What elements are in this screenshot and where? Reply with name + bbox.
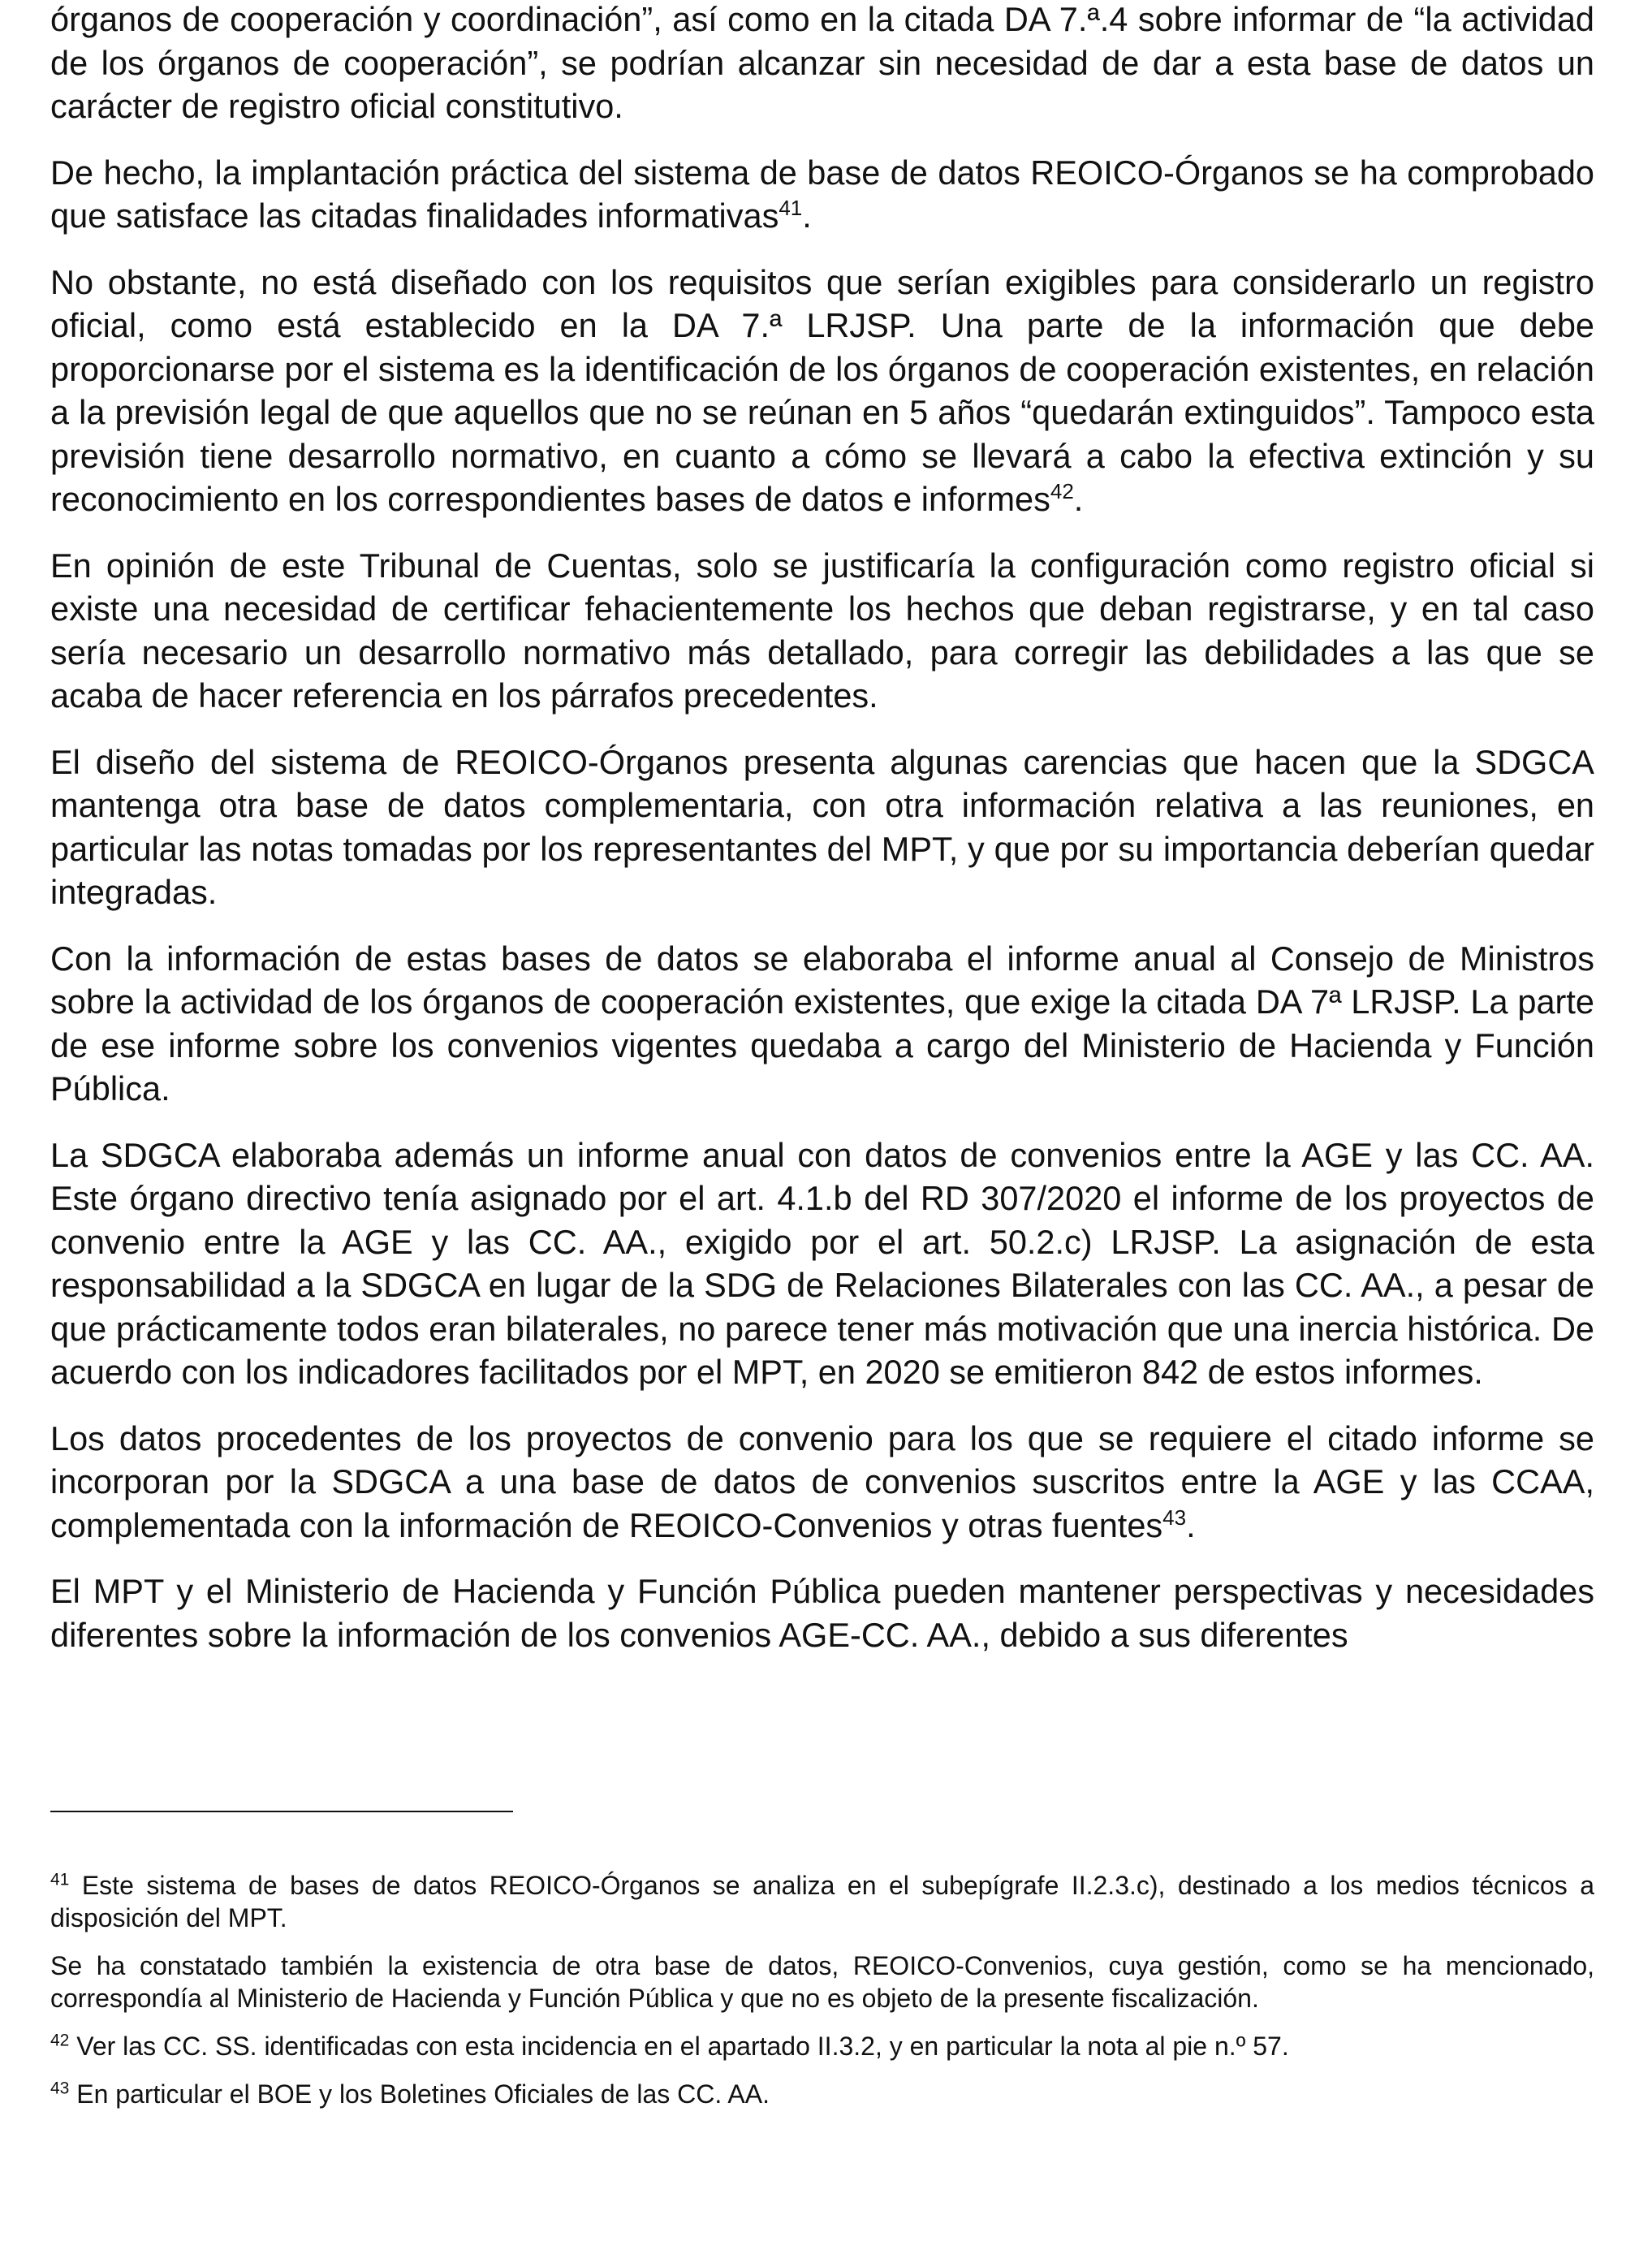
paragraph-9: El MPT y el Ministerio de Hacienda y Función Pública pueden mantener perspectivas y necesidades diferentes sobre la información de los convenios AGE-CC. AA., debido a sus diferentes [50,1572,1594,1654]
footnote-mark: 43 [50,2079,70,2098]
paragraph-2: De hecho, la implantación práctica del sistema de base de datos REOICO-Órganos se ha comprobado que satisface las citadas finalidades informativas$^{41}$. [50,153,1594,235]
footnote-41: $^{41}$ Este sistema de bases de datos REOICO-Órganos se analiza en el subepígrafe II.2.3.c), destinado a los medios técnicos a disposición del MPT. [50,1870,1595,1932]
paragraph-7: La SDGCA elaboraba además un informe anual con datos de convenios entre la AGE y las CC. AA. Este órgano directivo tenía asignado por el art. 4.1.b del RD 307/2020 el informe de los proyectos de convenio entre la AGE y las CC. AA., exigido por el art. 50.2.c) LRJSP. La asignación de esta responsabilidad a la SDGCA en lugar de la SDG de Relaciones Bilaterales con las CC. AA., a pesar de que prácticamente todos eran bilaterales, no parece tener más motivación que una inercia histórica. De acuerdo con los indicadores facilitados por el MPT, en 2020 se emitieron 842 de estos informes. [50,1135,1594,1391]
footnote-ref-41[interactable]: 41 [779,196,803,221]
footnote-separator [50,1811,513,1812]
paragraph-6: Con la información de estas bases de datos se elaboraba el informe anual al Consejo de Ministros sobre la actividad de los órganos de cooperación existentes, que exige la citada DA 7ª LRJSP. La parte de ese informe sobre los convenios vigentes quedaba a cargo del Ministerio de Hacienda y Función Pública. [50,939,1594,1108]
document-body [50,0,1594,1679]
paragraph-3: No obstante, no está diseñado con los requisitos que serían exigibles para considerarlo un registro oficial, como está establecido en la DA 7.ª LRJSP. Una parte de la información que debe proporcionarse por el sistema es la identificación de los órganos de cooperación existentes, en relación a la previsión legal de que aquellos que no se reúnan en 5 años “quedarán extinguidos”. Tampoco esta previsión tiene desarrollo normativo, en cuanto a cómo se llevará a cabo la efectiva extinción y su reconocimiento en los correspondientes bases de datos e informes$^{42}$. [50,262,1594,518]
footnote-42: $^{42}$ Ver las CC. SS. identificadas con esta incidencia en el apartado II.3.2, y en particular la nota al pie n.º 57. [50,2031,1289,2061]
footnotes-section [50,1811,1594,2126]
footnote-43: $^{43}$ En particular el BOE y los Boletines Oficiales de las CC. AA. [50,2079,770,2109]
footnote-ref-42[interactable]: 42 [1050,479,1074,504]
paragraph-1: órganos de cooperación y coordinación”, así como en la citada DA 7.ª.4 sobre informar de “la actividad de los órganos de cooperación”, se podrían alcanzar sin necesidad de dar a esta base de datos un carácter de registro oficial constitutivo. [50,0,1594,125]
footnote-mark: 42 [50,2031,70,2050]
paragraph-5: El diseño del sistema de REOICO-Órganos presenta algunas carencias que hacen que la SDGCA mantenga otra base de datos complementaria, con otra información relativa a las reuniones, en particular las notas tomadas por los representantes del MPT, y que por su importancia deberían quedar integradas. [50,742,1594,911]
footnote-mark: 41 [50,1870,70,1889]
paragraph-8: Los datos procedentes de los proyectos de convenio para los que se requiere el citado informe se incorporan por la SDGCA a una base de datos de convenios suscritos entre la AGE y las CCAA, complementada con la información de REOICO-Convenios y otras fuentes$^{43}$. [50,1418,1594,1544]
footnote-ref-43[interactable]: 43 [1162,1505,1187,1530]
paragraph-4: En opinión de este Tribunal de Cuentas, solo se justificaría la configuración como registro oficial si existe una necesidad de certificar fehacientemente los hechos que deban registrarse, y en tal caso sería necesario un desarrollo normativo más detallado, para corregir las debilidades a las que se acaba de hacer referencia en los párrafos precedentes. [50,546,1594,715]
footnote-41-continuation: Se ha constatado también la existencia de otra base de datos, REOICO-Convenios, cuya gestión, como se ha mencionado, correspondía al Ministerio de Hacienda y Función Pública y que no es objeto de la presente fiscalización. [50,1951,1594,2013]
